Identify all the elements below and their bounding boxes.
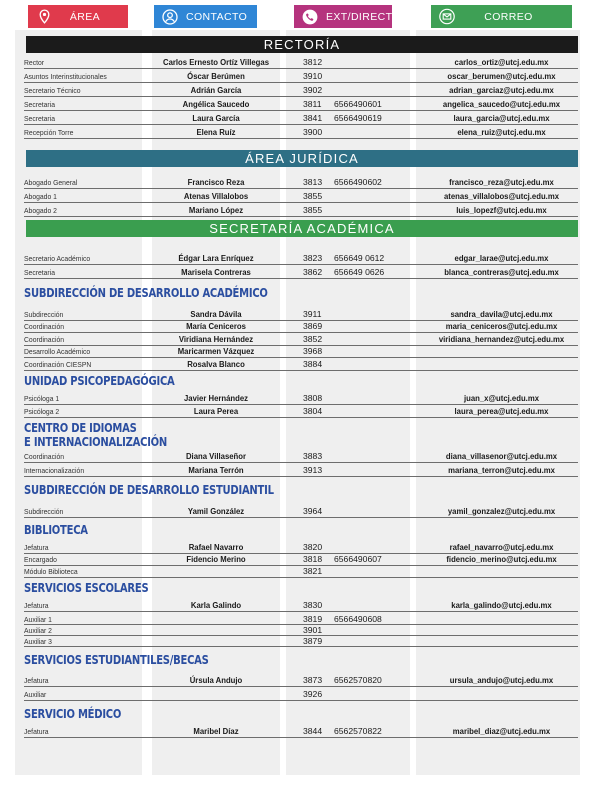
cell-name: Viridiana Hernández xyxy=(178,333,254,344)
table-row xyxy=(24,56,578,69)
tab-contacto-label: CONTACTO xyxy=(186,10,248,23)
cell-role: Jefatura xyxy=(24,727,49,736)
cell-email[interactable]: carlos_ortiz@utcj.edu.mx xyxy=(454,57,549,67)
cell-email[interactable]: mariana_terron@utcj.edu.mx xyxy=(448,465,555,475)
cell-name: Maricarmen Vázquez xyxy=(177,346,255,357)
cell-email[interactable]: elena_ruiz@utcj.edu.mx xyxy=(457,127,546,137)
cell-ext: 3968 xyxy=(303,346,323,357)
cell-name: Marisela Contreras xyxy=(181,267,251,277)
cell-email[interactable]: blanca_contreras@utcj.edu.mx xyxy=(444,267,559,277)
subhead-psicopedagogica: UNIDAD PSICOPEDAGÓGICA xyxy=(24,374,175,388)
table-row xyxy=(24,190,578,203)
cell-direct: 6566490601 xyxy=(334,99,382,109)
table-row xyxy=(24,625,578,636)
cell-ext: 3901 xyxy=(303,625,323,635)
cell-name: Francisco Reza xyxy=(187,177,245,187)
cell-ext: 3926 xyxy=(303,689,323,699)
cell-role: Psicóloga 2 xyxy=(24,407,60,416)
cell-email[interactable]: sandra_davila@utcj.edu.mx xyxy=(450,309,553,319)
cell-ext: 3804 xyxy=(303,406,323,416)
cell-name: Laura García xyxy=(192,113,240,123)
cell-role: Coordinación xyxy=(24,322,65,332)
tab-correo-label: CORREO xyxy=(484,10,533,23)
subhead-idiomas: CENTRO DE IDIOMAS xyxy=(24,421,137,435)
cell-role: Subdirección xyxy=(24,507,64,516)
cell-direct: 6566490602 xyxy=(334,177,382,187)
subhead-desarrollo-estudiantil: SUBDIRECCIÓN DE DESARROLLO ESTUDIANTIL xyxy=(24,483,274,497)
cell-role: Abogado 1 xyxy=(24,192,57,201)
section-secretaria-title: SECRETARÍA ACADÉMICA xyxy=(209,221,395,236)
cell-ext: 3913 xyxy=(303,465,323,475)
cell-name: Carlos Ernesto Ortíz Villegas xyxy=(162,57,270,67)
cell-role: Secretario Académico xyxy=(24,254,91,263)
table-row xyxy=(24,204,578,217)
cell-role: Encargado xyxy=(24,555,57,564)
cell-name: Édgar Lara Enríquez xyxy=(178,253,254,263)
cell-ext: 3902 xyxy=(303,85,323,95)
cell-role: Secretario Técnico xyxy=(24,86,81,95)
table-row xyxy=(24,84,578,97)
cell-name: Adrián García xyxy=(190,85,242,95)
cell-role: Jefatura xyxy=(24,676,49,685)
table-row xyxy=(24,345,578,358)
cell-ext: 3841 xyxy=(303,113,323,123)
cell-ext: 3844 xyxy=(303,726,323,736)
section-secretaria-academica xyxy=(26,220,578,237)
cell-ext: 3911 xyxy=(303,309,322,319)
cell-name: Maribel Díaz xyxy=(193,726,239,736)
cell-role: Auxiliar 3 xyxy=(24,637,52,646)
cell-name: Yamil González xyxy=(187,506,245,516)
table-row xyxy=(24,266,578,279)
table-row xyxy=(24,599,578,612)
cell-role: Coordinación CIESPN xyxy=(24,359,92,369)
cell-direct: 656649 0626 xyxy=(334,267,385,277)
cell-email[interactable]: laura_garcia@utcj.edu.mx xyxy=(453,113,550,123)
cell-name: Laura Perea xyxy=(193,406,239,416)
cell-email[interactable]: oscar_berumen@utcj.edu.mx xyxy=(447,71,556,81)
cell-direct: 6566490607 xyxy=(334,554,382,564)
table-row xyxy=(24,333,578,346)
cell-name: Rosalva Blanco xyxy=(187,358,245,369)
cell-name: Sandra Dávila xyxy=(190,309,242,319)
cell-name: Mariano López xyxy=(188,205,244,215)
cell-ext: 3964 xyxy=(303,506,323,516)
table-row xyxy=(24,308,578,321)
cell-email[interactable]: atenas_villalobos@utcj.edu.mx xyxy=(443,191,560,201)
table-row xyxy=(24,614,578,625)
cell-email[interactable]: francisco_reza@utcj.edu.mx xyxy=(449,177,554,187)
cell-role: Coordinación xyxy=(24,452,65,461)
cell-email[interactable]: juan_x@utcj.edu.mx xyxy=(463,393,540,403)
table-row xyxy=(24,98,578,111)
cell-email[interactable]: laura_perea@utcj.edu.mx xyxy=(454,406,549,416)
cell-ext: 3879 xyxy=(303,636,323,646)
cell-email[interactable]: ursula_andujo@utcj.edu.mx xyxy=(449,675,554,685)
table-row xyxy=(24,565,578,578)
subhead-servicio-medico: SERVICIO MÉDICO xyxy=(24,707,122,721)
cell-role: Secretaria xyxy=(24,268,55,277)
cell-ext: 3910 xyxy=(303,71,323,81)
cell-role: Psicóloga 1 xyxy=(24,394,60,403)
phone-icon xyxy=(302,9,318,25)
tab-area[interactable] xyxy=(28,5,128,28)
cell-email[interactable]: yamil_gonzalez@utcj.edu.mx xyxy=(447,506,556,516)
cell-role: Abogado 2 xyxy=(24,206,57,215)
section-juridica xyxy=(26,150,578,167)
table-row xyxy=(24,636,578,647)
cell-role: Módulo Biblioteca xyxy=(24,567,78,576)
table-row xyxy=(24,688,578,701)
cell-ext: 3900 xyxy=(303,127,323,137)
subhead-idiomas-2: E INTERNACIONALIZACIÓN xyxy=(24,435,168,449)
cell-direct: 6566490619 xyxy=(334,113,382,123)
table-row xyxy=(24,176,578,189)
table-row xyxy=(24,392,578,405)
cell-role: Recepción Torre xyxy=(24,128,74,137)
table-row xyxy=(24,70,578,83)
table-row xyxy=(24,674,578,687)
subhead-biblioteca: BIBLIOTECA xyxy=(24,523,88,537)
person-icon xyxy=(162,9,178,25)
cell-name: Elena Ruíz xyxy=(196,127,236,137)
table-row xyxy=(24,112,578,125)
cell-direct: 6566490608 xyxy=(334,614,382,624)
cell-role: Auxiliar 1 xyxy=(24,615,52,624)
cell-ext: 3812 xyxy=(303,57,323,67)
cell-direct: 656649 0612 xyxy=(334,253,385,263)
cell-email[interactable]: luis_lopezf@utcj.edu.mx xyxy=(456,205,547,215)
cell-role: Internacionalización xyxy=(24,466,85,475)
cell-email[interactable]: adrian_garciaz@utcj.edu.mx xyxy=(449,85,554,95)
cell-role: Secretaria xyxy=(24,114,55,123)
tab-area-label: ÁREA xyxy=(69,10,101,23)
cell-ext: 3823 xyxy=(303,253,323,263)
tab-contacto[interactable] xyxy=(154,5,257,28)
cell-name: Fidencio Merino xyxy=(186,554,246,564)
table-row xyxy=(24,252,578,265)
cell-email[interactable]: edgar_larae@utcj.edu.mx xyxy=(454,253,549,263)
cell-name: Mariana Terrón xyxy=(188,465,244,475)
table-row xyxy=(24,725,578,738)
cell-ext: 3813 xyxy=(303,177,323,187)
cell-role: Desarrollo Académico xyxy=(24,347,91,357)
cell-email[interactable]: maribel_diaz@utcj.edu.mx xyxy=(452,726,551,736)
cell-role: Coordinación xyxy=(24,334,65,344)
mail-icon xyxy=(439,9,455,25)
tab-correo[interactable] xyxy=(431,5,572,28)
table-row xyxy=(24,450,578,463)
table-row xyxy=(24,464,578,477)
cell-name: Javier Hernández xyxy=(183,393,249,403)
cell-ext: 3811 xyxy=(303,99,322,109)
cell-ext: 3855 xyxy=(303,205,323,215)
table-row xyxy=(24,320,578,333)
cell-email[interactable]: rafael_navarro@utcj.edu.mx xyxy=(449,542,554,552)
subhead-desarrollo-academico: SUBDIRECCIÓN DE DESARROLLO ACADÉMICO xyxy=(24,286,268,300)
cell-ext: 3883 xyxy=(303,451,323,461)
table-row xyxy=(24,126,578,139)
cell-role: Secretaria xyxy=(24,100,55,109)
subhead-estudiantiles-becas: SERVICIOS ESTUDIANTILES/BECAS xyxy=(24,653,209,667)
tab-ext-directo[interactable] xyxy=(294,5,401,28)
cell-role: Rector xyxy=(24,58,45,67)
cell-ext: 3852 xyxy=(303,333,323,344)
table-row xyxy=(24,405,578,418)
cell-role: Jefatura xyxy=(24,543,49,552)
section-rectoria xyxy=(26,36,578,53)
cell-name: Rafael Navarro xyxy=(188,542,244,552)
cell-name: María Ceniceros xyxy=(186,321,246,332)
cell-ext: 3873 xyxy=(303,675,323,685)
cell-direct: 6562570820 xyxy=(334,675,382,685)
cell-email[interactable]: angelica_saucedo@utcj.edu.mx xyxy=(442,99,561,109)
cell-role: Asuntos Interinstitucionales xyxy=(24,72,107,81)
cell-ext: 3855 xyxy=(303,191,323,201)
cell-ext: 3808 xyxy=(303,393,323,403)
cell-ext: 3830 xyxy=(303,600,323,610)
cell-role: Jefatura xyxy=(24,601,49,610)
cell-role: Auxiliar 2 xyxy=(24,626,52,635)
map-pin-icon xyxy=(36,9,52,25)
cell-email[interactable]: karla_galindo@utcj.edu.mx xyxy=(451,600,552,610)
cell-email[interactable]: fidencio_merino@utcj.edu.mx xyxy=(446,554,557,564)
cell-ext: 3821 xyxy=(303,566,323,576)
cell-name: Óscar Berúmen xyxy=(187,71,245,81)
cell-email[interactable]: maria_ceniceros@utcj.edu.mx xyxy=(445,321,558,332)
cell-name: Úrsula Andujo xyxy=(189,675,243,685)
cell-name: Karla Galindo xyxy=(190,600,242,610)
cell-name: Angélica Saucedo xyxy=(182,99,250,109)
table-row xyxy=(24,358,578,371)
tab-ext-label: EXT/DIRECTO xyxy=(326,10,401,23)
cell-name: Atenas Villalobos xyxy=(183,191,249,201)
cell-name: Diana Villaseñor xyxy=(185,451,247,461)
cell-email[interactable]: diana_villasenor@utcj.edu.mx xyxy=(445,451,558,461)
section-juridica-title: ÁREA JURÍDICA xyxy=(245,151,359,166)
cell-role: Auxiliar xyxy=(24,690,47,699)
cell-ext: 3884 xyxy=(303,358,323,369)
cell-ext: 3869 xyxy=(303,321,323,332)
cell-ext: 3820 xyxy=(303,542,323,552)
cell-ext: 3818 xyxy=(303,554,323,564)
cell-role: Subdirección xyxy=(24,310,64,319)
cell-ext: 3862 xyxy=(303,267,323,277)
table-row xyxy=(24,505,578,518)
cell-role: Abogado General xyxy=(24,178,78,187)
subhead-servicios-escolares: SERVICIOS ESCOLARES xyxy=(24,581,149,595)
section-rectoria-title: RECTORÍA xyxy=(263,37,341,52)
cell-ext: 3819 xyxy=(303,614,323,624)
cell-direct: 6562570822 xyxy=(334,726,382,736)
cell-email[interactable]: viridiana_hernandez@utcj.edu.mx xyxy=(438,333,565,344)
